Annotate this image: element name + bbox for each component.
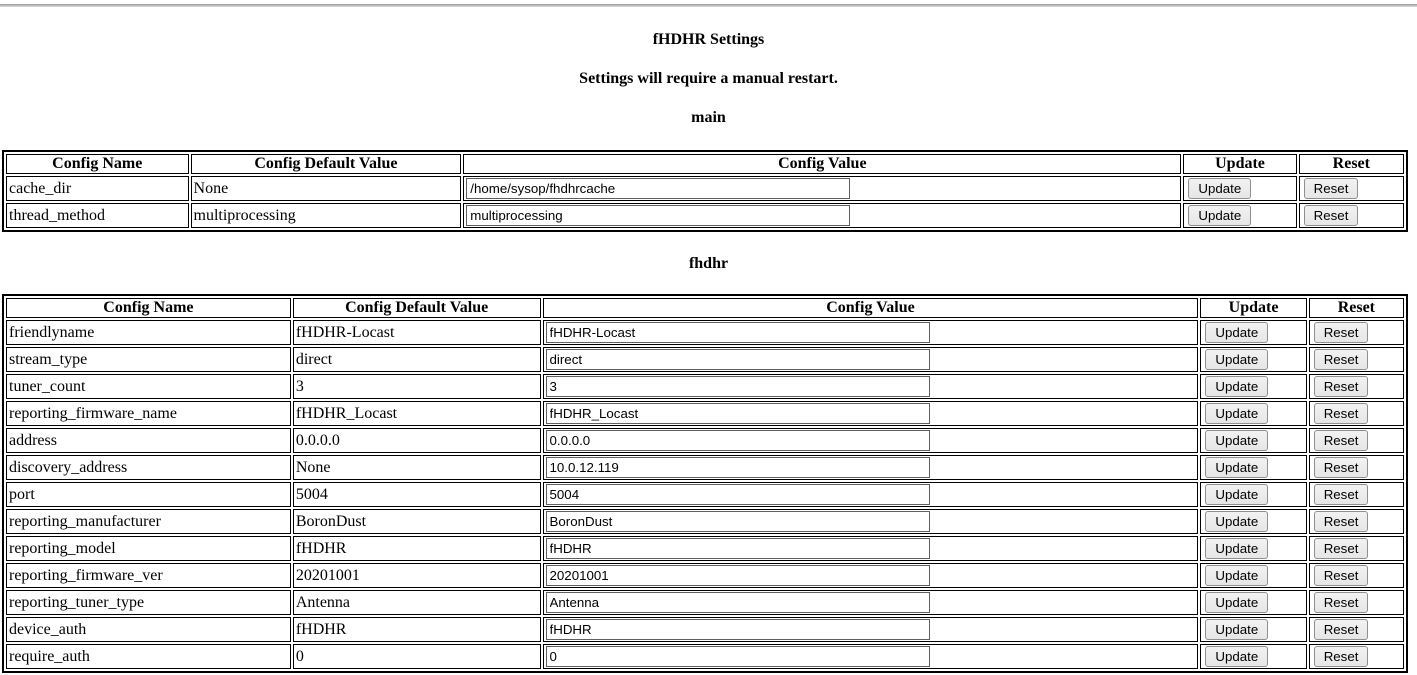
config-default-value-cell: 5004 xyxy=(293,482,541,507)
table-header-row xyxy=(6,298,1404,318)
update-cell xyxy=(1200,482,1306,507)
config-value-cell xyxy=(543,482,1199,507)
fhdhr-config-table xyxy=(2,294,1408,673)
config-row xyxy=(6,428,1404,453)
reset-cell xyxy=(1309,374,1404,399)
config-value-cell xyxy=(543,617,1199,642)
config-row xyxy=(6,536,1404,561)
reset-button[interactable]: Reset xyxy=(1314,376,1369,397)
config-name-cell: port xyxy=(6,482,291,507)
config-name-cell: device_auth xyxy=(6,617,291,642)
config-value-input[interactable] xyxy=(546,403,930,424)
config-value-input[interactable] xyxy=(546,376,930,397)
reset-button[interactable]: Reset xyxy=(1314,322,1369,343)
reset-cell xyxy=(1299,176,1404,201)
update-button[interactable]: Update xyxy=(1188,205,1251,226)
update-button[interactable]: Update xyxy=(1188,178,1251,199)
config-default-value-cell: None xyxy=(191,176,462,201)
reset-button[interactable]: Reset xyxy=(1314,619,1369,640)
config-default-value-cell: 0 xyxy=(293,644,541,669)
config-name-cell: thread_method xyxy=(6,203,189,228)
update-cell xyxy=(1200,374,1306,399)
reset-cell xyxy=(1309,644,1404,669)
reset-cell xyxy=(1309,347,1404,372)
update-cell xyxy=(1200,455,1306,480)
config-value-input[interactable] xyxy=(546,322,930,343)
update-cell xyxy=(1200,509,1306,534)
config-value-cell xyxy=(543,536,1199,561)
update-cell xyxy=(1200,590,1306,615)
config-value-cell xyxy=(543,644,1199,669)
config-name-cell: reporting_tuner_type xyxy=(6,590,291,615)
config-row xyxy=(6,509,1404,534)
update-cell xyxy=(1200,563,1306,588)
update-button[interactable]: Update xyxy=(1205,457,1268,478)
update-button[interactable]: Update xyxy=(1205,565,1268,586)
table-header-row xyxy=(6,154,1404,174)
config-value-cell xyxy=(463,203,1181,228)
col-header-config-default-value: Config Default Value xyxy=(293,298,541,318)
config-row xyxy=(6,617,1404,642)
update-cell xyxy=(1200,347,1306,372)
section-heading-main: main xyxy=(691,109,726,126)
config-name-cell: address xyxy=(6,428,291,453)
update-button[interactable]: Update xyxy=(1205,592,1268,613)
col-header-update: Update xyxy=(1200,298,1306,318)
col-header-reset: Reset xyxy=(1299,154,1404,174)
config-value-input[interactable] xyxy=(546,592,930,613)
update-cell xyxy=(1200,536,1306,561)
config-default-value-cell: fHDHR-Locast xyxy=(293,320,541,345)
config-name-cell: reporting_manufacturer xyxy=(6,509,291,534)
config-value-input[interactable] xyxy=(546,484,930,505)
page-title: fHDHR Settings xyxy=(652,31,765,48)
restart-notice: Settings will require a manual restart. xyxy=(579,70,838,87)
config-name-cell: reporting_model xyxy=(6,536,291,561)
update-cell xyxy=(1200,617,1306,642)
config-value-cell xyxy=(543,374,1199,399)
reset-cell xyxy=(1309,617,1404,642)
reset-button[interactable]: Reset xyxy=(1304,178,1359,199)
config-row xyxy=(6,320,1404,345)
update-button[interactable]: Update xyxy=(1205,349,1268,370)
update-cell xyxy=(1200,320,1306,345)
config-name-cell: tuner_count xyxy=(6,374,291,399)
config-value-input[interactable] xyxy=(546,538,930,559)
reset-cell xyxy=(1309,509,1404,534)
col-header-config-value: Config Value xyxy=(543,298,1199,318)
reset-cell xyxy=(1309,563,1404,588)
top-divider xyxy=(0,4,1417,7)
config-default-value-cell: multiprocessing xyxy=(191,203,462,228)
update-button[interactable]: Update xyxy=(1205,376,1268,397)
col-header-config-default-value: Config Default Value xyxy=(191,154,462,174)
config-row xyxy=(6,590,1404,615)
config-default-value-cell: 20201001 xyxy=(293,563,541,588)
config-default-value-cell: fHDHR xyxy=(293,617,541,642)
config-default-value-cell: BoronDust xyxy=(293,509,541,534)
update-cell xyxy=(1200,644,1306,669)
reset-button[interactable]: Reset xyxy=(1314,646,1369,667)
config-row xyxy=(6,482,1404,507)
config-name-cell: reporting_firmware_ver xyxy=(6,563,291,588)
config-default-value-cell: Antenna xyxy=(293,590,541,615)
reset-cell xyxy=(1309,482,1404,507)
config-row xyxy=(6,347,1404,372)
config-row xyxy=(6,203,1404,228)
config-value-input[interactable] xyxy=(466,178,850,199)
update-button[interactable]: Update xyxy=(1205,538,1268,559)
col-header-update: Update xyxy=(1183,154,1296,174)
config-value-input[interactable] xyxy=(546,646,930,667)
config-name-cell: cache_dir xyxy=(6,176,189,201)
update-cell xyxy=(1183,203,1296,228)
update-button[interactable]: Update xyxy=(1205,322,1268,343)
config-row xyxy=(6,644,1404,669)
main-config-table xyxy=(2,150,1408,232)
config-value-input[interactable] xyxy=(546,349,930,370)
reset-cell xyxy=(1299,203,1404,228)
config-value-cell xyxy=(543,509,1199,534)
reset-button[interactable]: Reset xyxy=(1314,349,1369,370)
config-default-value-cell: 3 xyxy=(293,374,541,399)
update-button[interactable]: Update xyxy=(1205,619,1268,640)
reset-cell xyxy=(1309,401,1404,426)
config-name-cell: stream_type xyxy=(6,347,291,372)
update-button[interactable]: Update xyxy=(1205,646,1268,667)
reset-button[interactable]: Reset xyxy=(1314,484,1369,505)
reset-button[interactable]: Reset xyxy=(1314,511,1369,532)
update-button[interactable]: Update xyxy=(1205,484,1268,505)
reset-cell xyxy=(1309,455,1404,480)
reset-button[interactable]: Reset xyxy=(1314,538,1369,559)
reset-button[interactable]: Reset xyxy=(1314,430,1369,451)
update-button[interactable]: Update xyxy=(1205,511,1268,532)
config-name-cell: reporting_firmware_name xyxy=(6,401,291,426)
config-value-cell xyxy=(543,590,1199,615)
config-value-input[interactable] xyxy=(466,205,850,226)
config-value-cell xyxy=(543,401,1199,426)
reset-cell xyxy=(1309,320,1404,345)
config-default-value-cell: None xyxy=(293,455,541,480)
config-value-cell xyxy=(543,563,1199,588)
reset-cell xyxy=(1309,590,1404,615)
config-value-cell xyxy=(543,428,1199,453)
config-row xyxy=(6,176,1404,201)
col-header-reset: Reset xyxy=(1309,298,1404,318)
col-header-config-value: Config Value xyxy=(463,154,1181,174)
config-value-input[interactable] xyxy=(546,511,930,532)
config-row xyxy=(6,401,1404,426)
config-value-input[interactable] xyxy=(546,457,930,478)
col-header-config-name: Config Name xyxy=(6,298,291,318)
reset-cell xyxy=(1309,536,1404,561)
update-cell xyxy=(1200,401,1306,426)
config-default-value-cell: direct xyxy=(293,347,541,372)
config-value-input[interactable] xyxy=(546,565,930,586)
section-heading-fhdhr: fhdhr xyxy=(688,255,729,272)
config-value-cell xyxy=(543,455,1199,480)
reset-button[interactable]: Reset xyxy=(1304,205,1359,226)
config-default-value-cell: 0.0.0.0 xyxy=(293,428,541,453)
config-name-cell: friendlyname xyxy=(6,320,291,345)
col-header-config-name: Config Name xyxy=(6,154,189,174)
update-button[interactable]: Update xyxy=(1205,430,1268,451)
reset-button[interactable]: Reset xyxy=(1314,403,1369,424)
reset-cell xyxy=(1309,428,1404,453)
config-value-cell xyxy=(543,347,1199,372)
reset-button[interactable]: Reset xyxy=(1314,592,1369,613)
config-name-cell: require_auth xyxy=(6,644,291,669)
config-row xyxy=(6,374,1404,399)
reset-button[interactable]: Reset xyxy=(1314,565,1369,586)
update-cell xyxy=(1200,428,1306,453)
config-default-value-cell: fHDHR xyxy=(293,536,541,561)
config-value-cell xyxy=(543,320,1199,345)
reset-button[interactable]: Reset xyxy=(1314,457,1369,478)
config-default-value-cell: fHDHR_Locast xyxy=(293,401,541,426)
update-button[interactable]: Update xyxy=(1205,403,1268,424)
config-value-cell xyxy=(463,176,1181,201)
config-row xyxy=(6,455,1404,480)
config-value-input[interactable] xyxy=(546,619,930,640)
config-name-cell: discovery_address xyxy=(6,455,291,480)
update-cell xyxy=(1183,176,1296,201)
config-row xyxy=(6,563,1404,588)
config-value-input[interactable] xyxy=(546,430,930,451)
